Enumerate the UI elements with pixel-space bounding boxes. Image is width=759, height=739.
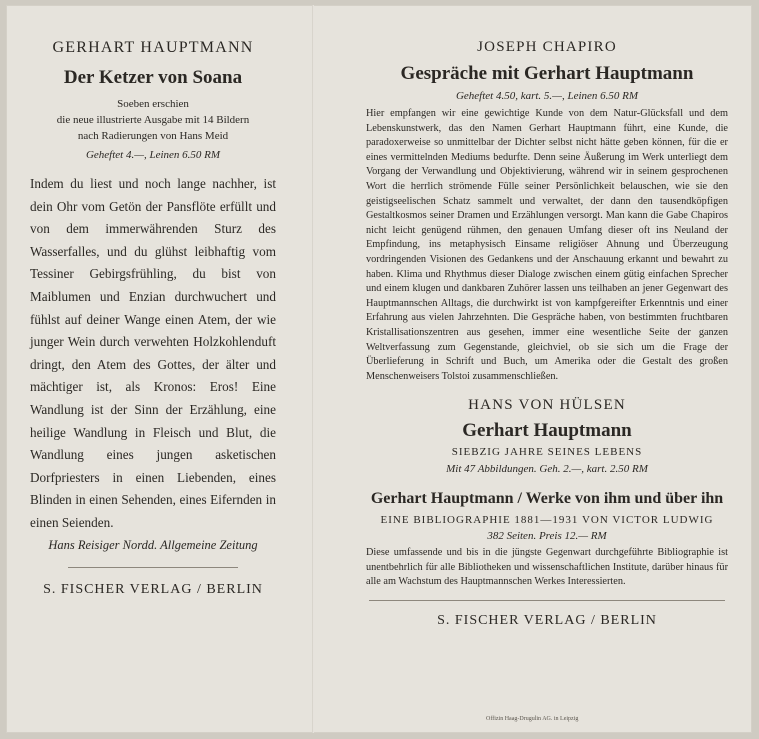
left-review-source: Hans Reisiger Nordd. Allgemeine Zeitung [48,537,258,552]
book2-title: Gerhart Hauptmann [462,420,632,442]
left-review-text: Indem du liest und noch lange nachher, ist dein Ohr vom Getön der Pansflöte erfüllt und von dem immerwährenden Sturz des Wasserfalles, und du glühst leibhaftig vom Tessiner Gebirgsfrühling, du bist von Maiblumen und Enzian durchwuchert und fühlst auf deiner Wange einen Atem, der wie junger Wein durch verwehten Holzkohlenduft dringt, den Atem des Gottes, der älter und mächtiger ist, als Kronos: Eros! Eine Wandlung ist der Sinn der Erzählung, eine heilige Wandlung in Fleisch und Blut, die Wandlung eines jungen asketischen Dorfpriesters in einen Liebenden, eines Blinden in einen Sehenden, eines Eifernden in einen Seienden. [30,176,276,530]
book3-price: 382 Seiten. Preis 12.— RM [487,530,607,543]
book3-subtitle: EINE BIBLIOGRAPHIE 1881—1931 VON VICTOR LUDWIG [380,514,714,527]
book2-subtitle: SIEBZIG JAHRE SEINES LEBENS [451,446,643,459]
book1-price: Geheftet 4.50, kart. 5.—, Leinen 6.50 RM [455,90,639,102]
left-author: GERHART HAUPTMANN [52,39,254,56]
book1-author: JOSEPH CHAPIRO [477,39,617,55]
left-panel [30,38,276,600]
printer-imprint: Offizin Haag-Drugulin AG. in Leipzig [486,716,579,722]
left-book-title: Der Ketzer von Soana [63,67,243,88]
book2-price: Mit 47 Abbildungen. Geh. 2.—, kart. 2.50 RM [446,463,648,476]
book3-title: Gerhart Hauptmann / Werke von ihm und über ihn [370,490,724,508]
left-info-line-1: Soeben erschien [117,98,189,110]
book3-description: Diese umfassende und bis in die jüngste Gegenwart durchgeführte Bibliographie ist unentbehrlich für alle Bibliotheken und wissenschaftlichen Institute, darüber hinaus für alle am Wachstum des Hauptmannschen Werkes Interessierten. [366,547,728,588]
left-info-line-3: nach Radierungen von Hans Meid [77,130,229,142]
book1-title: Gespräche mit Gerhart Hauptmann [400,63,694,84]
left-publisher: S. FISCHER VERLAG / BERLIN [43,581,263,597]
left-info-line-2: die neue illustrierte Ausgabe mit 14 Bildern [56,114,250,126]
left-price: Geheftet 4.—, Leinen 6.50 RM [85,149,221,161]
fold-line [312,5,314,733]
book2-author: HANS VON HÜLSEN [468,397,626,414]
right-divider [369,600,725,601]
right-panel [366,38,728,631]
right-publisher: S. FISCHER VERLAG / BERLIN [437,613,657,629]
left-divider [68,567,238,568]
book1-description: Hier empfangen wir eine gewichtige Kunde von dem Natur-Glücksfall und dem Lebenskunstwerk, das den Namen Gerhart Hauptmann führt, eine Kunde, die paradoxerweise so unmittelbar der Dichter selbst nicht hätte geben können, für die er eines vermittelnden Mediums bedurfte. Denn seine Äußerung im Werk unterliegt dem Vorgang der Verwandlung und Objektivierung, während wir in seinem gesprochenen Wort die herrlich strömende Fülle seiner Persönlichkeit belauschen, wie sie den geistigseelischen Schatz sammelt und verwaltet, der dann den tausendköpfigen Gestaltkosmos seiner Dramen und Erzählungen versorgt. Man kann die Gabe Chapiros nicht leicht genügend rühmen, den genauen Umfang dieser oft ins Neuland der Empfindung, ins metaphysisch Einsame religiöser Ahnung und Überzeugung vordringenden Visionen des Gedankens und der Anschauung erkannt und bewahrt zu haben. Klima und Rhythmus dieser Dialoge zwischen einem gütig einfachen Sprecher und einem klugen und dankbaren Zuhörer lassen uns teilhaben an jener Gegenwart des Hauptmannschen Alltags, die durchwirkt ist von kampfgereifter Erkenntnis und einer Erfahrung aus vielen Jahrzehnten. Die Gespräche haben, von bestimmten fruchtbaren Kristallisationszentren aus gesehen, immer eine wesentliche Seite der ganzen Weltverfassung zum Gegenstande, gleichviel, ob sie sich um die Frage der Überlieferung in Schrift und Buch, um Amerika oder die Gestalt des großen Menschenweisers Tolstoi zusammenschließen. [366,108,728,382]
